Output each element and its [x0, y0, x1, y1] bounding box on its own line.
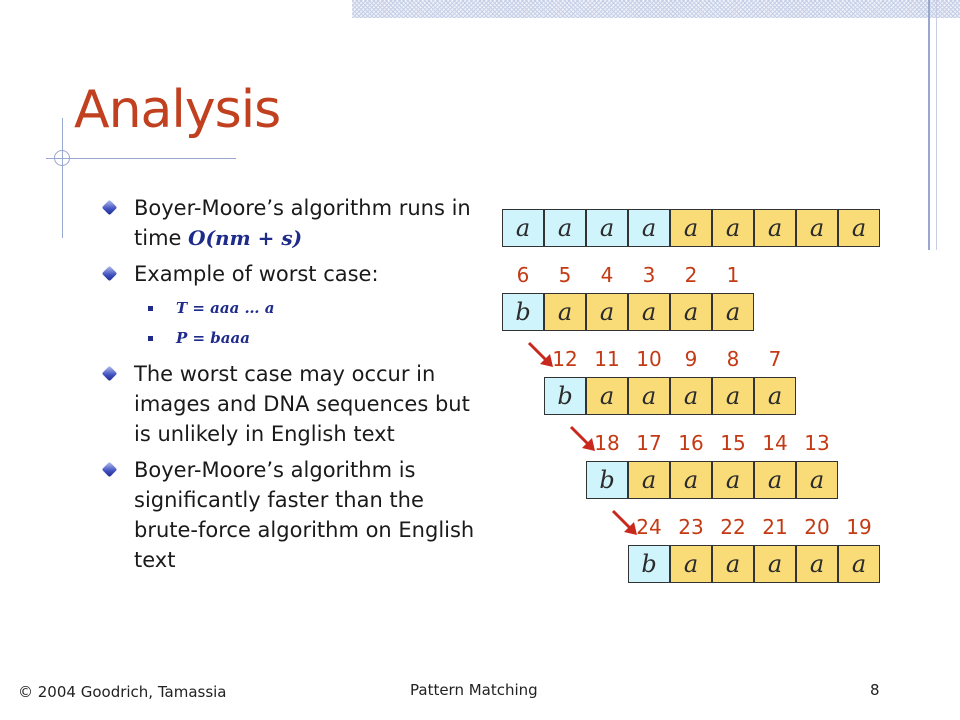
- complexity-formula: O(nm + s): [188, 226, 303, 250]
- pattern-cell: b: [628, 545, 670, 583]
- pattern-cell: a: [838, 545, 880, 583]
- comparison-index: 8: [726, 347, 740, 371]
- text-cell: a: [754, 209, 796, 247]
- pattern-cell: b: [502, 293, 544, 331]
- comparison-index: 18: [594, 431, 620, 455]
- pattern-cell: a: [754, 377, 796, 415]
- comparison-index: 21: [762, 515, 788, 539]
- pattern-cell: a: [712, 377, 754, 415]
- comparison-index: 20: [804, 515, 830, 539]
- pattern-cell: a: [586, 377, 628, 415]
- footer-copyright: © 2004 Goodrich, Tamassia: [18, 683, 227, 701]
- text-cell: a: [796, 209, 838, 247]
- pattern-cell: a: [670, 377, 712, 415]
- comparison-index: 17: [636, 431, 662, 455]
- pattern-cell: a: [754, 545, 796, 583]
- bullet-text: Boyer-Moore’s algorithm runs in time: [134, 196, 471, 250]
- bullet-text: Example of worst case:: [134, 262, 379, 286]
- pattern-cell: a: [628, 377, 670, 415]
- comparison-index: 5: [558, 263, 572, 287]
- pattern-cell: b: [586, 461, 628, 499]
- comparison-index: 13: [804, 431, 830, 455]
- comparison-index: 24: [636, 515, 662, 539]
- pattern-cell: a: [670, 545, 712, 583]
- comparison-index: 14: [762, 431, 788, 455]
- pattern-cell: a: [712, 461, 754, 499]
- slide-title: Analysis: [74, 80, 281, 140]
- text-cell: a: [628, 209, 670, 247]
- bullet-text: The worst case may occur in images and DNA sequences but is unlikely in English text: [134, 362, 470, 446]
- comparison-index: 22: [720, 515, 746, 539]
- comparison-index: 12: [552, 347, 578, 371]
- pattern-cell: a: [670, 293, 712, 331]
- text-cell: a: [670, 209, 712, 247]
- comparison-index: 9: [684, 347, 698, 371]
- comparison-index: 3: [642, 263, 656, 287]
- comparison-index: 23: [678, 515, 704, 539]
- pattern-cell: a: [754, 461, 796, 499]
- sub-item-label: P = baaa: [176, 329, 250, 347]
- comparison-index: 11: [594, 347, 620, 371]
- shift-arrow-icon: [526, 340, 556, 370]
- shift-arrow-icon: [568, 424, 598, 454]
- footer-title: Pattern Matching: [410, 681, 538, 699]
- pattern-cell: a: [544, 293, 586, 331]
- pattern-cell: a: [712, 545, 754, 583]
- text-cell: a: [544, 209, 586, 247]
- text-cell: a: [586, 209, 628, 247]
- pattern-cell: a: [628, 293, 670, 331]
- bullet-text: Boyer-Moore’s algorithm is significantly faster than the brute-force algorithm on English text: [134, 458, 475, 572]
- shift-arrow-icon: [610, 508, 640, 538]
- pattern-cell: a: [796, 461, 838, 499]
- comparison-index: 4: [600, 263, 614, 287]
- comparison-index: 16: [678, 431, 704, 455]
- pattern-cell: a: [670, 461, 712, 499]
- text-cell: a: [712, 209, 754, 247]
- comparison-index: 6: [516, 263, 530, 287]
- comparison-index: 10: [636, 347, 662, 371]
- pattern-cell: a: [586, 293, 628, 331]
- comparison-index: 19: [846, 515, 872, 539]
- sub-item-label: T = aaa … a: [176, 299, 275, 317]
- comparison-index: 1: [726, 263, 740, 287]
- text-cell: a: [502, 209, 544, 247]
- pattern-cell: a: [628, 461, 670, 499]
- comparison-index: 15: [720, 431, 746, 455]
- comparison-index: 7: [768, 347, 782, 371]
- comparison-index: 2: [684, 263, 698, 287]
- text-cell: a: [838, 209, 880, 247]
- pattern-cell: b: [544, 377, 586, 415]
- pattern-cell: a: [796, 545, 838, 583]
- page-number: 8: [870, 681, 880, 699]
- pattern-cell: a: [712, 293, 754, 331]
